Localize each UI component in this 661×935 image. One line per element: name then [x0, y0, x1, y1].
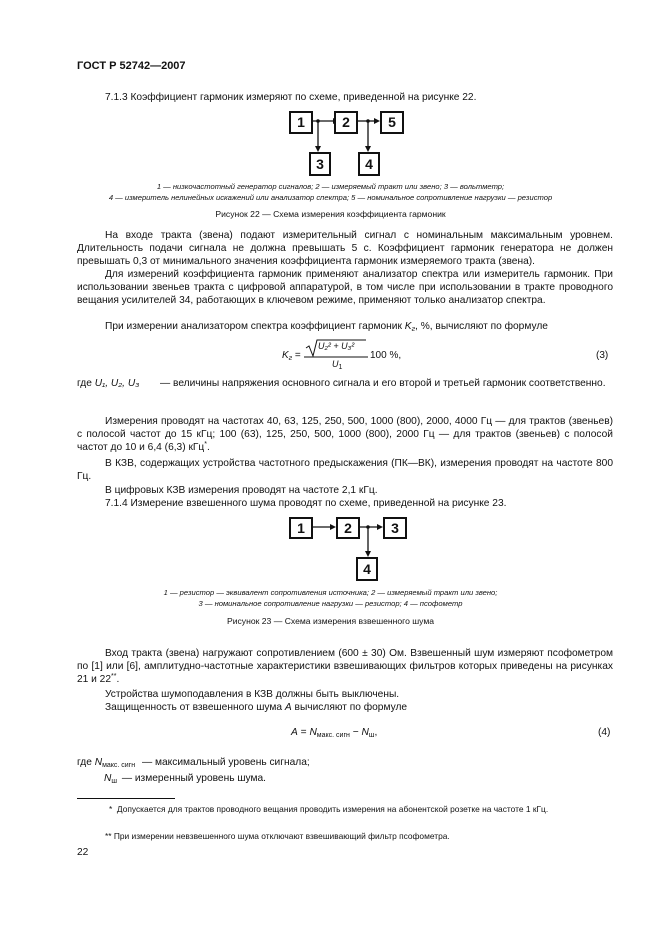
figure-23-caption-line-2: 3 — номинальное сопротивление нагрузки — резистор; 4 — псофометр	[198, 599, 463, 608]
paragraph-digital-kzv: В цифровых КЗВ измерения проводят на частоте 2,1 кГц.	[105, 485, 378, 496]
fig22-block-2: 2	[334, 111, 358, 134]
section-7-1-3: 7.1.3 Коэффициент гармоник измеряют по схеме, приведенной на рисунке 22.	[105, 92, 477, 103]
formula-3-number: (3)	[596, 350, 609, 361]
paragraph-noise-reduction: Устройства шумоподавления в КЗВ должны быть выключены.	[105, 689, 400, 700]
footnote-separator	[77, 798, 175, 799]
paragraph-protection-intro: Защищенность от взвешенного шума A вычисляют по формуле	[105, 702, 408, 713]
figure-22-caption-line-2: 4 — измеритель нелинейных искажений или анализатор спектра; 5 — номинальное сопротивление нагрузки — резистор	[108, 193, 553, 202]
fig22-block-4: 4	[358, 152, 380, 176]
figure-23-caption-line-1: 1 — резистор — эквивалент сопротивления источника; 2 — измеряемый тракт или звено;	[163, 588, 498, 597]
paragraph-test-signal: На входе тракта (звена) подают измерительный сигнал с номинальным максимальным уровнем. Длительность подачи сигнала не должна превышать 5 с. Коэффициент гармоник генератора не должен превышать 0,3 от минимального значения коэффициента гармоник измеряемого тракта (звена).	[77, 230, 613, 267]
fig22-block-3: 3	[309, 152, 331, 176]
where-4-line-2: $N_ш$ — измеренный уровень шума.	[104, 773, 266, 785]
fig22-block-1: 1	[289, 111, 313, 134]
formula-4-number: (4)	[598, 727, 611, 738]
section-7-1-4: 7.1.4 Измерение взвешенного шума проводят по схеме, приведенной на рисунке 23.	[105, 498, 507, 509]
document-header: ГОСТ Р 52742—2007	[77, 60, 186, 72]
fig23-block-3: 3	[383, 517, 407, 539]
page-number: 22	[77, 847, 89, 858]
where-3-lead: где U₁, U₂, U₃	[77, 378, 140, 389]
fig23-block-2: 2	[336, 517, 360, 539]
formula-3-denominator: $U_1$	[332, 359, 343, 371]
formula-3-tail: 100 %,	[370, 350, 402, 361]
formula-3: $K_г$ = U₂² + U₃² $U_1$ 100 %, (3)	[0, 338, 661, 370]
paragraph-analyzer: Для измерений коэффициента гармоник применяют анализатор спектра или измеритель гармоник. При использовании звеньев тракта с цифровой аппаратурой, в том числе при использовании в тракте проводного вещания усилителей 34, работающих в ключевом режиме, применяют только анализатор спектра.	[77, 269, 613, 306]
where-4-line-1: где $N_{макс. сигн}$ — максимальный уровень сигнала;	[77, 757, 310, 769]
formula-4: $A = N_{макс. сигн} - N_ш$, (4)	[291, 727, 611, 739]
footnote-1: * Допускается для трактов проводного вещания проводить измерения на абонентской розетке на частоте 1 кГц.	[109, 804, 549, 814]
where-3-desc: — величины напряжения основного сигнала и его второй и третьей гармоник соответственно.	[160, 378, 606, 389]
formula-3-numerator: U₂² + U₃²	[318, 341, 355, 351]
paragraph-frequencies: Измерения проводят на частотах 40, 63, 125, 250, 500, 1000 (800), 2000, 4000 Гц — для трактов (звеньев) с полосой частот до 15 кГц; 100 (63), 125, 250, 500, 1000 (800), 2000 Гц — для трактов (звеньев) с полосой частот до 10 и 6,4 (6,3) кГц*.	[77, 416, 613, 453]
fig23-block-4: 4	[356, 557, 378, 581]
figure-23-title: Рисунок 23 — Схема измерения взвешенного шума	[226, 616, 435, 626]
fig23-block-1: 1	[289, 517, 313, 539]
paragraph-formula-intro: При измерении анализатором спектра коэффициент гармоник $K_г$, %, вычисляют по формуле	[105, 321, 548, 333]
figure-22-caption-line-1: 1 — низкочастотный генератор сигналов; 2 — измеряемый тракт или звено; 3 — вольтметр;	[156, 182, 505, 191]
paragraph-kzv-preemphasis: В КЗВ, содержащих устройства частотного предыскажения (ПК—ВК), измерения проводят на частоте 800 Гц.	[77, 458, 613, 482]
fig22-block-5: 5	[380, 111, 404, 134]
paragraph-input-load: Вход тракта (звена) нагружают сопротивлением (600 ± 30) Ом. Взвешенный шум измеряют псофометром по [1] или [6], амплитудно-частотные характеристики взвешивающих фильтров которых приведены на рисунках 21 и 22**.	[77, 648, 613, 685]
footnote-2: ** При измерении невзвешенного шума отключают взвешивающий фильтр псофометра.	[105, 831, 450, 841]
figure-22-title: Рисунок 22 — Схема измерения коэффициента гармоник	[215, 209, 446, 219]
